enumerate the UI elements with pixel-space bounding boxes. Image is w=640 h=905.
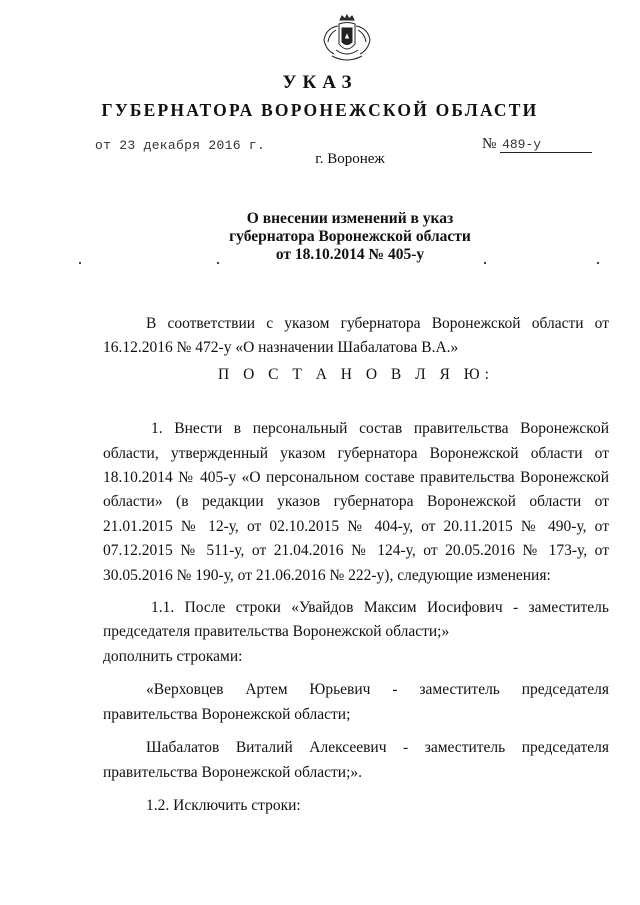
subject-line-1: О внесении изменений в указ [246, 210, 454, 227]
city: г. Воронеж [315, 151, 385, 167]
item-1-paragraph: 1. Внести в персональный состав правительства Воронежской области, утвержденный указом губернатора Воронежской области от 18.10.2014 № 405-у «О персональном составе правительства Воронежской области» (в редакции указов губернатора Воронежской области от 21.01.2015 № 12-у, от 02.10.2015 № 404-у, от 20.11.2015 № 490-у, от 07.12.2015 № 511-у, от 21.04.2016 № 124-у, от 20.05.2016 № 173-у, от 30.05.2016 № 190-у, от 21.06.2016 № 222-у), следующие изменения: [103, 420, 609, 584]
coat-of-arms-emblem [320, 14, 374, 66]
item-1-1-add-line: дополнить строками: [103, 647, 243, 665]
corner-mark [79, 262, 81, 264]
corner-mark [484, 262, 486, 264]
quote-line-1: «Верховцев Артем Юрьевич - заместитель председателя правительства Воронежской области; [103, 681, 609, 723]
decree-body [103, 312, 609, 818]
preamble-paragraph: В соответствии с указом губернатора Воронежской области от 16.12.2016 № 472-у «О назначении Шабалатова В.А.» [103, 315, 609, 357]
item-1-1-paragraph: 1.1. После строки «Увайдов Максим Иосифович - заместитель председателя правительства Воронежской области;» [103, 599, 609, 641]
decree-number: 489-у [500, 137, 592, 153]
quote-line-2: Шабалатов Виталий Алексеевич - заместитель председателя правительства Воронежской области;». [103, 739, 609, 781]
decree-date: от 23 декабря 2016 г. [95, 138, 266, 153]
decree-subject [0, 210, 640, 264]
item-1-2-paragraph: 1.2. Исключить строки: [146, 796, 301, 814]
decree-word: П О С Т А Н О В Л Я Ю: [218, 365, 494, 383]
corner-mark [217, 262, 219, 264]
corner-mark [597, 262, 599, 264]
subject-line-2: губернатора Воронежской области [229, 228, 471, 245]
number-sign: № [482, 136, 497, 152]
issuer-title: ГУБЕРНАТОРА ВОРОНЕЖСКОЙ ОБЛАСТИ [101, 100, 539, 120]
document-type-title: УКАЗ [282, 72, 358, 93]
subject-line-3: от 18.10.2014 № 405-у [275, 246, 425, 263]
